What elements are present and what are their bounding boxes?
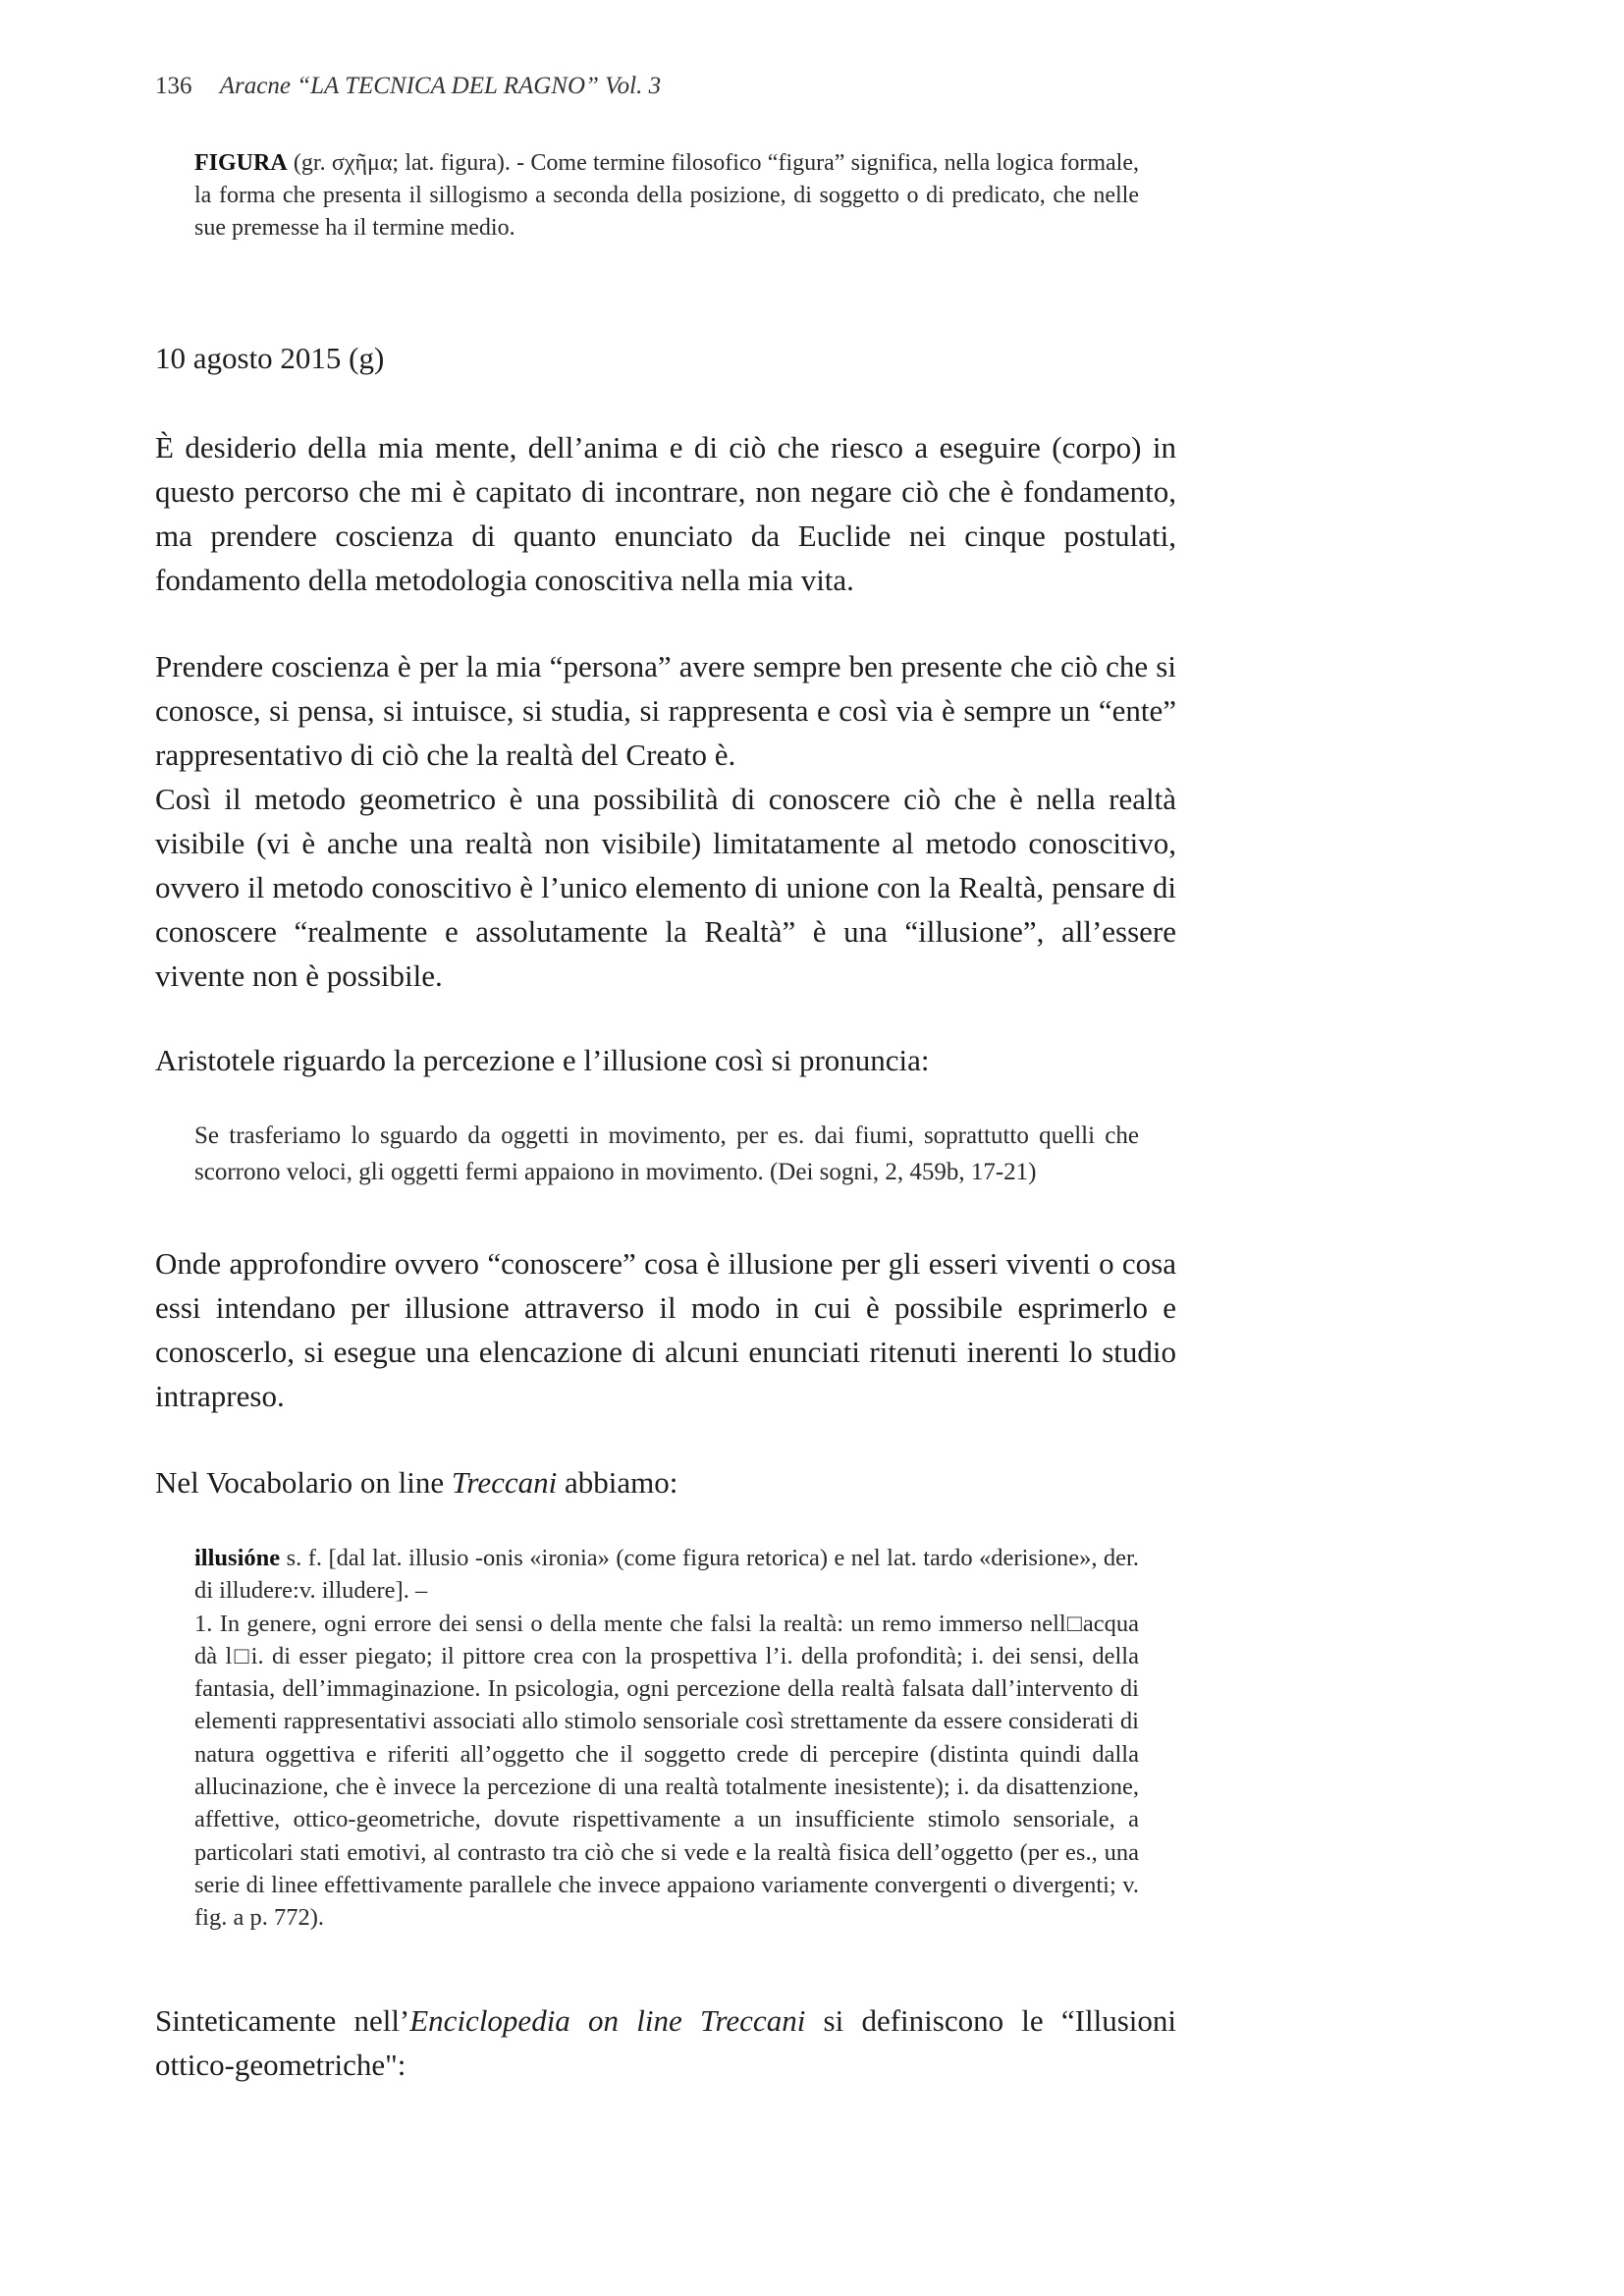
paragraph-6-post: si definiscono le “Illusioni ottico-geometriche": bbox=[155, 2003, 1176, 2082]
paragraph-2a: Prendere coscienza è per la mia “persona” avere sempre ben presente che ciò che si conosce, si pensa, si intuisce, si studia, si rappresenta e così via è sempre un “ente” rappresentativo di ciò che la realtà del Creato è. bbox=[155, 649, 1176, 772]
dictionary-line-1 bbox=[194, 1542, 1139, 1608]
dictionary-entry bbox=[194, 1542, 1139, 1935]
paragraph-5-post: abbiamo: bbox=[557, 1465, 678, 1500]
page-number: 136 bbox=[155, 73, 192, 99]
dictionary-etymology: s. f. [dal lat. illusio -onis «ironia» (come figura retorica) e nel lat. tardo «derisione», der. di illudere:v. illudere]. – bbox=[194, 1545, 1139, 1605]
figura-note bbox=[194, 147, 1139, 245]
dictionary-definition: 1. In genere, ogni errore dei sensi o della mente che falsi la realtà: un remo immerso nell□acqua dà l□i. di esser piegato; il pittore crea con la prospettiva l’i. della profondità; i. dei sensi, della fantasia, dell’immaginazione. In psicologia, ogni percezione della realtà falsata dall’intervento di elementi rappresentativi associati allo stimolo sensoriale così strettamente da essere considerati di natura oggettiva e riferiti all’oggetto che il soggetto crede di percepire (distinta quindi dalla allucinazione, che è invece la percezione di una realtà totalmente inesistente); i. da disattenzione, affettive, ottico-geometriche, dovute rispettivamente a un insufficiente stimolo sensoriale, a particolari stati emotivi, al contrasto tra ciò che si vede e la realtà fisica dell’oggetto (per es., una serie di linee effettivamente parallele che invece appaiono variamente convergenti o divergenti; v. fig. a p. 772). bbox=[194, 1610, 1139, 1932]
paragraph-4: Onde approfondire ovvero “conoscere” cosa è illusione per gli esseri viventi o cosa essi intendano per illusione attraverso il modo in cui è possibile esprimerlo e conoscerlo, si esegue una elencazione di alcuni enunciati ritenuti inerenti lo studio intrapreso. bbox=[155, 1246, 1176, 1413]
paragraph-5 bbox=[155, 1460, 1176, 1504]
paragraph-2b: Così il metodo geometrico è una possibilità di conoscere ciò che è nella realtà visibile (vi è anche una realtà non visibile) limitatamente al metodo conoscitivo, ovvero il metodo conoscitivo è l’unico elemento di unione con la Realtà, pensare di conoscere “realmente e assolutamente la Realtà” è una “illusione”, all’essere vivente non è possibile. bbox=[155, 782, 1176, 993]
figura-definition: (gr. σχῆμα; lat. figura). - Come termine filosofico “figura” significa, nella logica formale, la forma che presenta il sillogismo a seconda della posizione, di soggetto o di predicato, che nelle sue premesse ha il termine medio. bbox=[194, 150, 1139, 241]
figura-term: FIGURA bbox=[194, 150, 288, 176]
paragraph-5-pre: Nel Vocabolario on line bbox=[155, 1465, 452, 1500]
dictionary-headword: illusióne bbox=[194, 1545, 281, 1571]
running-header bbox=[155, 73, 661, 100]
date-heading: 10 agosto 2015 (g) bbox=[155, 341, 385, 375]
paragraph-6 bbox=[155, 1998, 1176, 2087]
paragraph-1: È desiderio della mia mente, dell’anima e di ciò che riesco a eseguire (corpo) in questo percorso che mi è capitato di incontrare, non negare ciò che è fondamento, ma prendere coscienza di quanto enunciato da Euclide nei cinque postulati, fondamento della metodologia conoscitiva nella mia vita. bbox=[155, 430, 1176, 597]
paragraph-3: Aristotele riguardo la percezione e l’illusione così si pronuncia: bbox=[155, 1043, 930, 1077]
paragraph-6-pre: Sinteticamente nell’ bbox=[155, 2003, 410, 2038]
paragraph-6-em: Enciclopedia on line Treccani bbox=[409, 2003, 806, 2038]
aristotle-quote: Se trasferiamo lo sguardo da oggetti in movimento, per es. dai fiumi, soprattutto quelli che scorrono veloci, gli oggetti fermi appaiono in movimento. (Dei sogni, 2, 459b, 17-21) bbox=[194, 1122, 1139, 1185]
running-title: Aracne “LA TECNICA DEL RAGNO” Vol. 3 bbox=[219, 73, 662, 99]
paragraph-5-em: Treccani bbox=[451, 1465, 558, 1500]
